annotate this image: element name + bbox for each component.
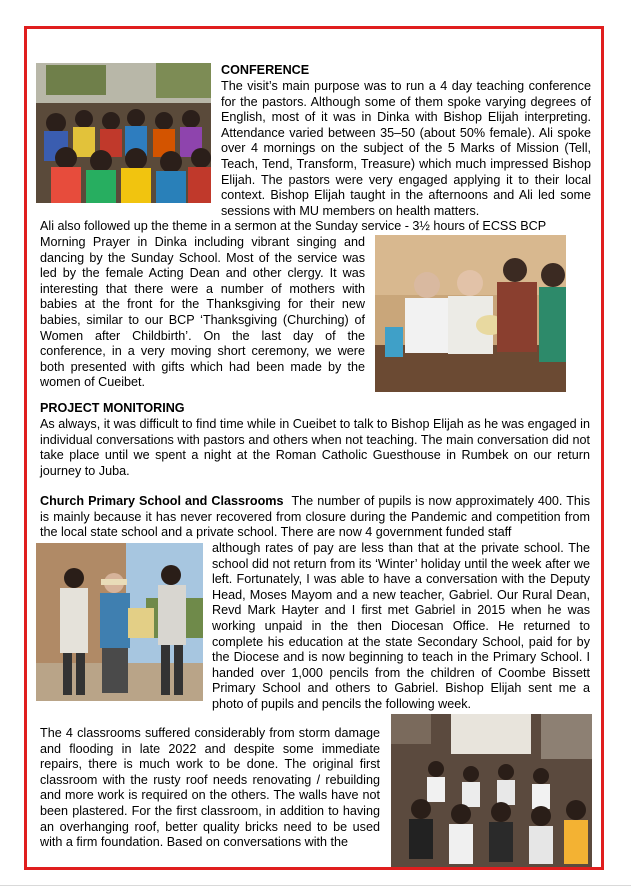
school-intro-text: The number of pupils is now approximately 400. This is mainly because it has never recovered from closure during the Pandemic and competition from the local state school and a private school. There are now 4 government funded staff <box>40 494 590 540</box>
conference-service-paragraph: Morning Prayer in Dinka including vibrant singing and dancing by the Sunday School. Most of the service was led by the female Acting Dean and other clergy. It was interesting that there were a number of mothers with babies at the front for the Thanksgiving for their new babies, similar to our BCP ‘Thanksgiving (Churching) of Women after Childbirth’. On the last day of the conference, in a very moving short ceremony, we were both presented with gifts which had been made by the women of Cueibet. <box>40 235 365 390</box>
classrooms-paragraph: The 4 classrooms suffered considerably from storm damage and flooding in late 2022 and despite some immediate repairs, there is much work to be done. The original first classroom with the rusty roof needs renovating / rebuilding and more work is required on the others. The walls have not been plastered. For the first classroom, in addition to having an overhanging roof, better quality bricks need to be used with a firm foundation. Based on conversations with the <box>40 726 380 850</box>
conference-sermon-line: Ali also followed up the theme in a sermon at the Sunday service - 3½ hours of ECSS BCP <box>40 219 547 233</box>
monitoring-heading: PROJECT MONITORING <box>40 401 185 415</box>
school-visit-photo <box>36 543 203 701</box>
school-heading: Church Primary School and Classrooms <box>40 494 284 508</box>
monitoring-paragraph: As always, it was difficult to find time while in Cueibet to talk to Bishop Elijah as he was engaged in individual conversations with pastors and others when not teaching. The main conversation did not take place until we spent a night at the Roman Catholic Guesthouse in Rumbek on our return journey to Juba. <box>40 417 590 478</box>
school-intro-paragraph <box>40 494 590 541</box>
conference-heading: CONFERENCE <box>221 63 310 77</box>
gift-ceremony-photo <box>375 235 566 392</box>
conference-paragraph: The visit’s main purpose was to run a 4 day teaching conference for the pastors. Although some of them spoke varying degrees of English, most of it was in Dinka with Bishop Elijah interpreting. Attendance varied between 35–50 (about 50% female). Ali spoke over 4 mornings on the subject of the 5 Marks of Mission (Tell, Teach, Tend, Transform, Treasure) which much impressed Bishop Elijah. The pastors were very engaged applying it to their local context. Bishop Elijah taught in the afternoons and Ali led some sessions with MU members on health matters. <box>221 79 591 218</box>
school-paragraph: although rates of pay are less than that at the private school. The school did not return from its ‘Winter’ holiday until the week after we left. Fortunately, I was able to have a conversation with the Deputy Head, Moses Mayom and a new teacher, Gabriel. Our Rural Dean, Revd Mark Hayter and I first met Gabriel in 2015 when he was working unpaid in the then Diocesan Office. He returned to complete his education at the state Secondary School, paid for by the Diocese and is now beginning to teach in the Primary School. I handed over 1,000 pencils from the children of Coombe Bissett Primary School and others to Gabriel. Bishop Elijah sent me a photo of pupils and pencils the following week. <box>212 541 590 711</box>
classroom-pupils-photo <box>391 714 592 867</box>
page-bottom-rule <box>0 885 631 886</box>
conference-photo <box>36 63 211 203</box>
